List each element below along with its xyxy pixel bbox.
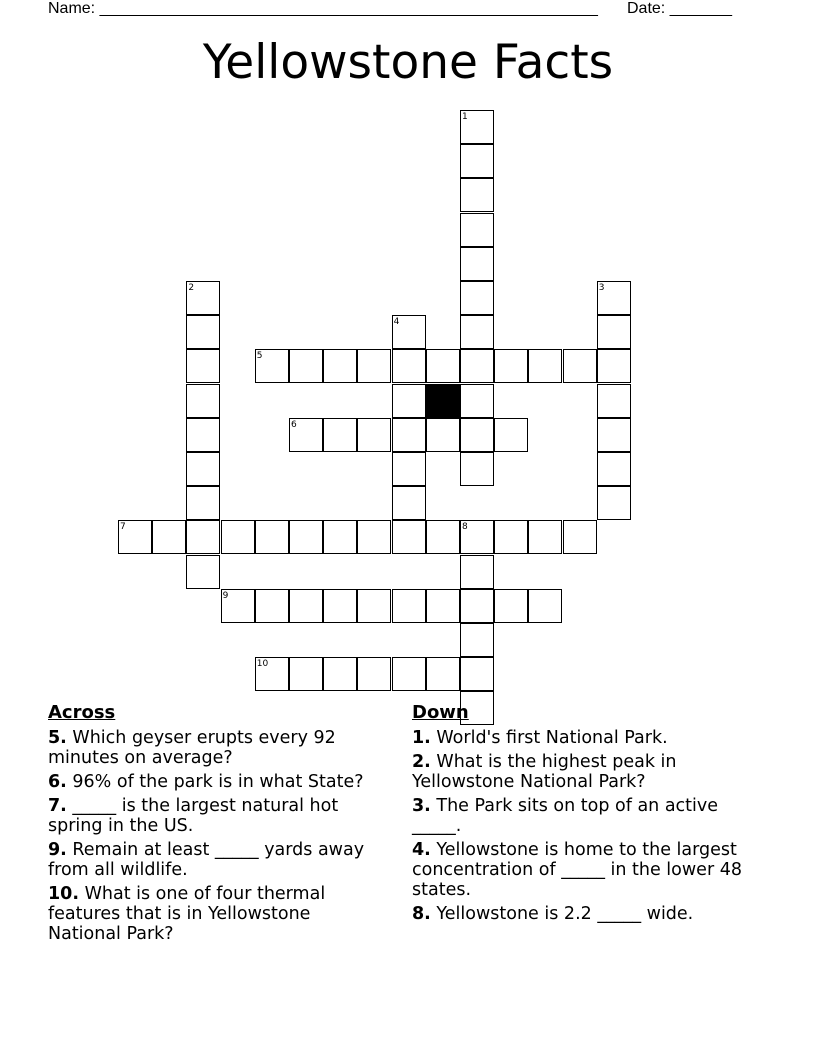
grid-cell[interactable] — [563, 520, 597, 554]
grid-cell[interactable] — [186, 384, 220, 418]
grid-cell[interactable] — [221, 520, 255, 554]
clue-across-9 — [48, 840, 388, 880]
grid-cell[interactable] — [323, 657, 357, 691]
grid-cell[interactable] — [392, 452, 426, 486]
cell-number: 6 — [291, 419, 297, 430]
grid-cell[interactable] — [460, 452, 494, 486]
grid-cell[interactable] — [597, 349, 631, 383]
clue-number: 3. — [412, 796, 431, 816]
grid-cell[interactable] — [494, 589, 528, 623]
cell-number: 5 — [256, 351, 263, 362]
clue-text: What is the highest peak in Yellowstone National Park? — [412, 752, 677, 792]
grid-cell[interactable] — [597, 384, 631, 418]
grid-cell[interactable] — [597, 452, 631, 486]
grid-cell[interactable] — [323, 418, 357, 452]
grid-cell[interactable] — [392, 589, 426, 623]
down-clues — [412, 702, 772, 928]
across-clues — [48, 702, 388, 948]
grid-cell[interactable] — [597, 315, 631, 349]
grid-cell[interactable] — [186, 452, 220, 486]
across-heading: Across — [48, 702, 116, 723]
grid-cell[interactable] — [460, 623, 494, 657]
clue-text: World's first National Park. — [436, 728, 668, 748]
grid-cell[interactable] — [460, 418, 494, 452]
grid-cell[interactable] — [494, 349, 528, 383]
grid-cell[interactable] — [426, 589, 460, 623]
clue-text: Yellowstone is 2.2 _____ wide. — [436, 904, 694, 924]
clue-number: 7. — [48, 796, 67, 816]
grid-cell[interactable] — [323, 520, 357, 554]
grid-cell[interactable] — [392, 418, 426, 452]
grid-cell[interactable] — [392, 520, 426, 554]
clue-down-2 — [412, 752, 772, 792]
clue-number: 2. — [412, 752, 431, 772]
grid-cell[interactable] — [323, 349, 357, 383]
grid-cell[interactable] — [289, 657, 323, 691]
clue-text: The Park sits on top of an active _____. — [412, 796, 719, 836]
grid-cell[interactable] — [460, 555, 494, 589]
cell-number: 7 — [120, 522, 126, 533]
date-field-label: Date: _______ — [627, 0, 732, 17]
grid-cell[interactable] — [426, 418, 460, 452]
grid-cell[interactable] — [426, 520, 460, 554]
clue-number: 10. — [48, 884, 80, 904]
grid-cell[interactable] — [460, 589, 494, 623]
grid-cell[interactable] — [528, 520, 562, 554]
grid-cell[interactable] — [392, 657, 426, 691]
grid-cell[interactable] — [289, 520, 323, 554]
grid-cell[interactable] — [255, 520, 289, 554]
cell-number: 1 — [462, 112, 468, 122]
grid-cell[interactable] — [357, 349, 391, 383]
grid-cell[interactable] — [460, 178, 494, 212]
grid-cell[interactable] — [460, 144, 494, 178]
cell-number: 9 — [222, 590, 229, 601]
grid-cell[interactable] — [460, 213, 494, 247]
clue-number: 8. — [412, 904, 431, 924]
clue-text: _____ is the largest natural hot spring in the US. — [48, 796, 339, 836]
grid-cell[interactable] — [289, 589, 323, 623]
clue-across-7 — [48, 796, 388, 836]
clue-down-1 — [412, 728, 772, 748]
grid-cell[interactable] — [392, 349, 426, 383]
grid-cell[interactable] — [357, 418, 391, 452]
clue-number: 6. — [48, 772, 67, 792]
grid-cell[interactable] — [494, 520, 528, 554]
clue-text: What is one of four thermal features that is in Yellowstone National Park? — [48, 884, 326, 944]
clue-number: 4. — [412, 840, 431, 860]
clue-text: Remain at least _____ yards away from all wildlife. — [48, 840, 365, 880]
clue-down-4 — [412, 840, 772, 900]
grid-cell[interactable] — [357, 589, 391, 623]
clue-text: Which geyser erupts every 92 minutes on average? — [48, 728, 336, 768]
grid-cell[interactable] — [460, 384, 494, 418]
grid-cell[interactable] — [152, 520, 186, 554]
cell-number: 2 — [188, 283, 195, 293]
clue-across-6 — [48, 772, 388, 792]
clue-text: 96% of the park is in what State? — [72, 772, 364, 792]
grid-cell[interactable] — [528, 589, 562, 623]
grid-cell[interactable] — [186, 418, 220, 452]
grid-cell[interactable] — [255, 589, 289, 623]
clue-down-3 — [412, 796, 772, 836]
grid-cell[interactable] — [460, 281, 494, 315]
clue-across-5 — [48, 728, 388, 768]
grid-cell[interactable] — [426, 349, 460, 383]
grid-cell[interactable] — [460, 657, 494, 691]
clue-number: 9. — [48, 840, 67, 860]
grid-cell[interactable] — [186, 520, 220, 554]
clue-down-8 — [412, 904, 772, 924]
grid-cell[interactable] — [186, 486, 220, 520]
clue-across-10 — [48, 884, 388, 944]
cell-number: 10 — [256, 659, 269, 670]
grid-cell[interactable] — [597, 486, 631, 520]
grid-cell[interactable] — [597, 418, 631, 452]
grid-cell[interactable] — [289, 349, 323, 383]
grid-cell[interactable] — [563, 349, 597, 383]
grid-cell[interactable] — [460, 349, 494, 383]
black-square — [426, 384, 460, 418]
grid-cell[interactable] — [392, 384, 426, 418]
cell-number: 8 — [462, 522, 468, 533]
page-title: Yellowstone Facts — [202, 35, 614, 90]
grid-cell[interactable] — [357, 520, 391, 554]
grid-cell[interactable] — [460, 315, 494, 349]
grid-cell[interactable] — [460, 247, 494, 281]
grid-cell[interactable] — [528, 349, 562, 383]
down-heading: Down — [412, 702, 469, 723]
cell-number: 4 — [393, 317, 400, 328]
grid-cell[interactable] — [494, 418, 528, 452]
grid-cell[interactable] — [186, 315, 220, 349]
clue-text: Yellowstone is home to the largest concentration of _____ in the lower 48 states. — [412, 840, 742, 900]
grid-cell[interactable] — [426, 657, 460, 691]
clue-number: 5. — [48, 728, 67, 748]
grid-cell[interactable] — [323, 589, 357, 623]
name-field-label: Name: ________________________________________________________ — [48, 0, 598, 17]
grid-cell[interactable] — [186, 349, 220, 383]
grid-cell[interactable] — [392, 486, 426, 520]
clue-number: 1. — [412, 728, 431, 748]
cell-number: 3 — [598, 283, 605, 293]
grid-cell[interactable] — [357, 657, 391, 691]
grid-cell[interactable] — [186, 555, 220, 589]
